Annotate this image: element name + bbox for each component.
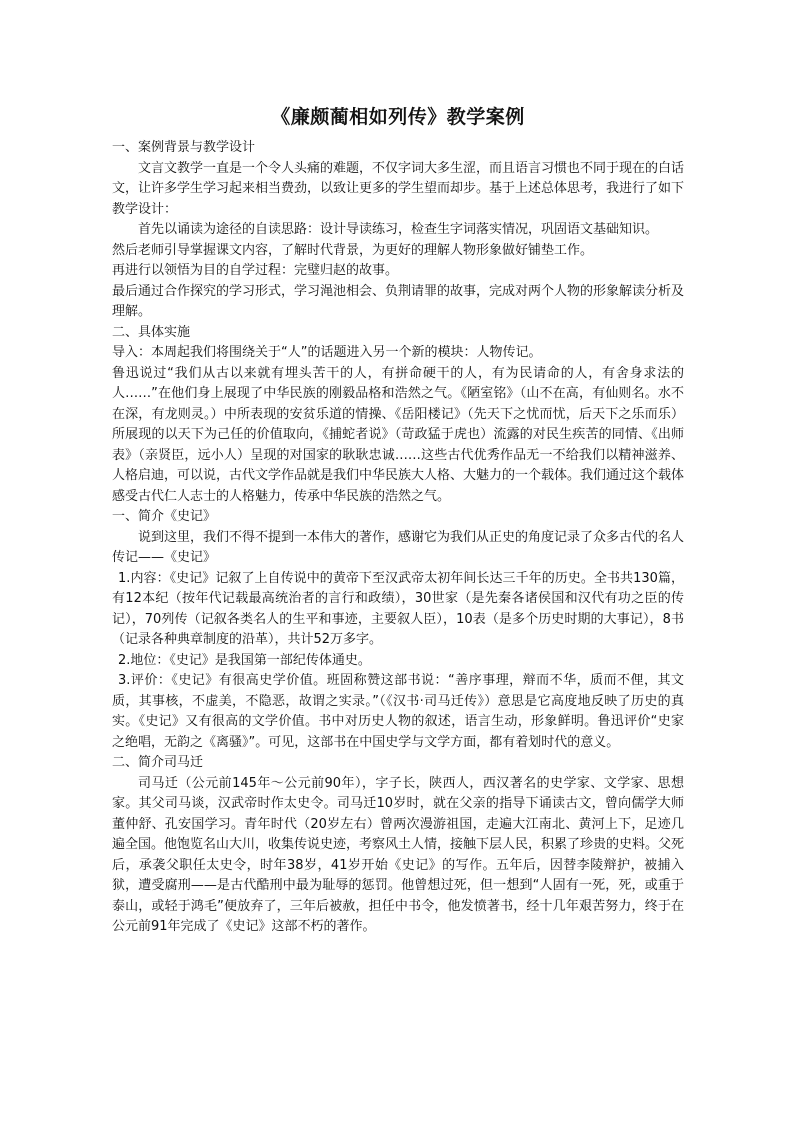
paragraph-shiji-content: 1.内容：《史记》记叙了上自传说中的黄帝下至汉武帝太初年间长达三千年的历史。全书共130篇，有12本纪（按年代记载最高统治者的言行和政绩），30世家（是先秦各诸侯国和汉代有功之臣的传记），70列传（记叙各类名人的生平和事迹，主要叙人臣），10表（是多个历史时期的大事记），8书（记录各种典章制度的沿革），共计52万多字。: [112, 570, 684, 647]
paragraph-design-step-3: 再进行以领悟为目的自学过程：完璧归赵的故事。: [112, 263, 399, 278]
paragraph-shiji-evaluation: 3.评价：《史记》有很高史学价值。班固称赞这部书说：“善序事理，辩而不华，质而不俚，其文质，其事核，不虚美，不隐恶，故谓之实录。”（《汉书·司马迁传》）意思是它高度地反映了历史的真实。《史记》又有很高的文学价值。书中对历史人物的叙述，语言生动，形象鲜明。鲁迅评价“史家之绝唱，无韵之《离骚》”。可见，这部书在中国史学与文学方面，都有着划时代的意义。: [112, 673, 684, 750]
paragraph-design-step-4: 最后通过合作探究的学习形式，学习渑池相会、负荆请罪的故事，完成对两个人物的形象解读分析及理解。: [112, 283, 685, 319]
paragraph-background-intro: 文言文教学一直是一个令人头痛的难题，不仅字词大多生涩，而且语言习惯也不同于现在的白话文，让许多学生学习起来相当费劲，以致让更多的学生望而却步。基于上述总体思考，我进行了如下教学设计：: [112, 160, 685, 217]
section-heading-implementation: 二、具体实施: [112, 324, 191, 340]
paragraph-design-step-2: 然后老师引导掌握课文内容，了解时代背景，为更好的理解人物形象做好铺垫工作。: [112, 242, 594, 258]
paragraph-design-step-1: 首先以诵读为途径的自读思路：设计导读练习，检查生字词落实情况，巩固语文基础知识。: [138, 222, 659, 237]
paragraph-shiji-status: 2.地位：《史记》是我国第一部纪传体通史。: [118, 652, 371, 668]
paragraph-lead-in: 导入：本周起我们将围绕关于“人”的话题进入另一个新的模块：人物传记。: [112, 345, 542, 360]
document-title: 《廉颇蔺相如列传》教学案例: [271, 106, 525, 128]
section-heading-sima-qian: 二、简介司马迁: [112, 755, 204, 770]
paragraph-sima-qian-bio: 司马迁（公元前145年～公元前90年），字子长，陕西人，西汉著名的史学家、文学家、思想家。其父司马谈，汉武帝时作太史令。司马迁10岁时，就在父亲的指导下诵读古文，曾向儒学大师董仲舒、孔安国学习。青年时代（20岁左右）曾两次漫游祖国，走遍大江南北、黄河上下，足迹几遍全国。他饱览名山大川，收集传说史迹，考察风土人情，接触下层人民，积累了珍贵的史料。父死后，承袭父职任太史令，时年38岁，41岁开始《史记》的写作。五年后，因替李陵辩护，被捕入狱，遭受腐刑——是古代酷刑中最为耻辱的惩罚。他曾想过死，但一想到“人固有一死，死，或重于泰山，或轻于鸿毛”便放弃了，三年后被赦，担任中书令，他发愤著书，经十几年艰苦努力，终于在公元前91年完成了《史记》这部不朽的著作。: [112, 775, 685, 934]
paragraph-luxun-quote: 鲁迅说过“我们从古以来就有埋头苦干的人，有拼命硬干的人，有为民请命的人，有舍身求法的人……”在他们身上展现了中华民族的刚毅品格和浩然之气。《陋室铭》（山不在高，有仙则名。水不在深，有龙则灵。）中所表现的安贫乐道的情操、《岳阳楼记》（先天下之忧而忧，后天下之乐而乐）所展现的以天下为己任的价值取向，《捕蛇者说》（苛政猛于虎也）流露的对民生疾苦的同情、《出师表》（亲贤臣，远小人）呈现的对国家的耿耿忠诚……这些古代优秀作品无一不给我们以精神滋养、人格启迪，可以说，古代文学作品就是我们中华民族大人格、大魅力的一个载体。我们通过这个载体感受古代仁人志士的人格魅力，传承中华民族的浩然之气。: [112, 365, 685, 504]
document-page: [112, 104, 684, 938]
paragraph-shiji-intro: 说到这里，我们不得不提到一本伟大的著作，感谢它为我们从正史的角度记录了众多古代的名人传记——《史记》: [112, 529, 685, 565]
section-heading-background: 一、案例背景与教学设计: [112, 140, 256, 155]
section-heading-shiji: 一、简介《史记》: [112, 509, 217, 524]
